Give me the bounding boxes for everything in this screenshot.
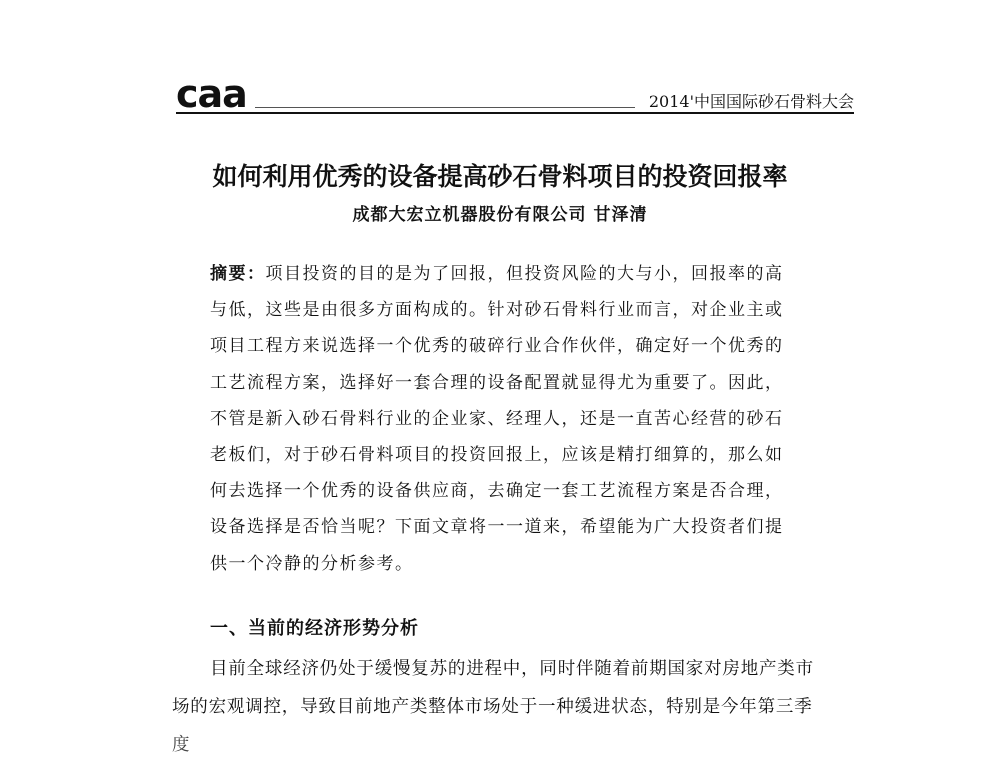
- section-heading: 一、当前的经济形势分析: [210, 618, 419, 639]
- conference-title: 2014'中国国际砂石骨料大会: [648, 92, 854, 111]
- abstract-line: 工艺流程方案，选择好一套合理的设备配置就显得尤为重要了。因此，: [210, 372, 784, 393]
- abstract-line: 与低，这些是由很多方面构成的。针对砂石骨料行业而言，对企业主或: [210, 300, 784, 321]
- abstract-label: 摘要：: [210, 264, 266, 284]
- abstract-line: 供一个冷静的分析参考。: [210, 553, 414, 574]
- body-line-partial: 度: [172, 735, 191, 755]
- body-line: 目前全球经济仍处于缓慢复苏的进程中，同时伴随着前期国家对房地产类市: [210, 659, 814, 679]
- article-title: 如何利用优秀的设备提高砂石骨料项目的投资回报率: [212, 162, 788, 191]
- abstract-line: 何去选择一个优秀的设备供应商，去确定一套工艺流程方案是否合理，: [210, 481, 784, 502]
- abstract-line: 设备选择是否恰当呢？下面文章将一一道来，希望能为广大投资者们提: [210, 517, 784, 538]
- header-rule: [176, 112, 854, 114]
- abstract-line: 不管是新入砂石骨料行业的企业家、经理人，还是一直苦心经营的砂石: [210, 408, 784, 429]
- body-line: 场的宏观调控，导致目前地产类整体市场处于一种缓进状态，特别是今年第三季: [172, 697, 813, 717]
- abstract: [210, 256, 850, 582]
- caa-logo: caa: [176, 72, 247, 116]
- abstract-line: [210, 256, 850, 292]
- abstract-line: 老板们，对于砂石骨料项目的投资回报上，应该是精打细算的，那么如: [210, 444, 784, 465]
- author-line: 成都大宏立机器股份有限公司 甘泽清: [352, 205, 648, 225]
- section-body: [172, 650, 872, 755]
- header-rule-thin: [255, 107, 635, 108]
- abstract-text: 项目投资的目的是为了回报，但投资风险的大与小，回报率的高: [265, 264, 784, 284]
- abstract-line: 项目工程方来说选择一个优秀的破碎行业合作伙伴，确定好一个优秀的: [210, 336, 784, 357]
